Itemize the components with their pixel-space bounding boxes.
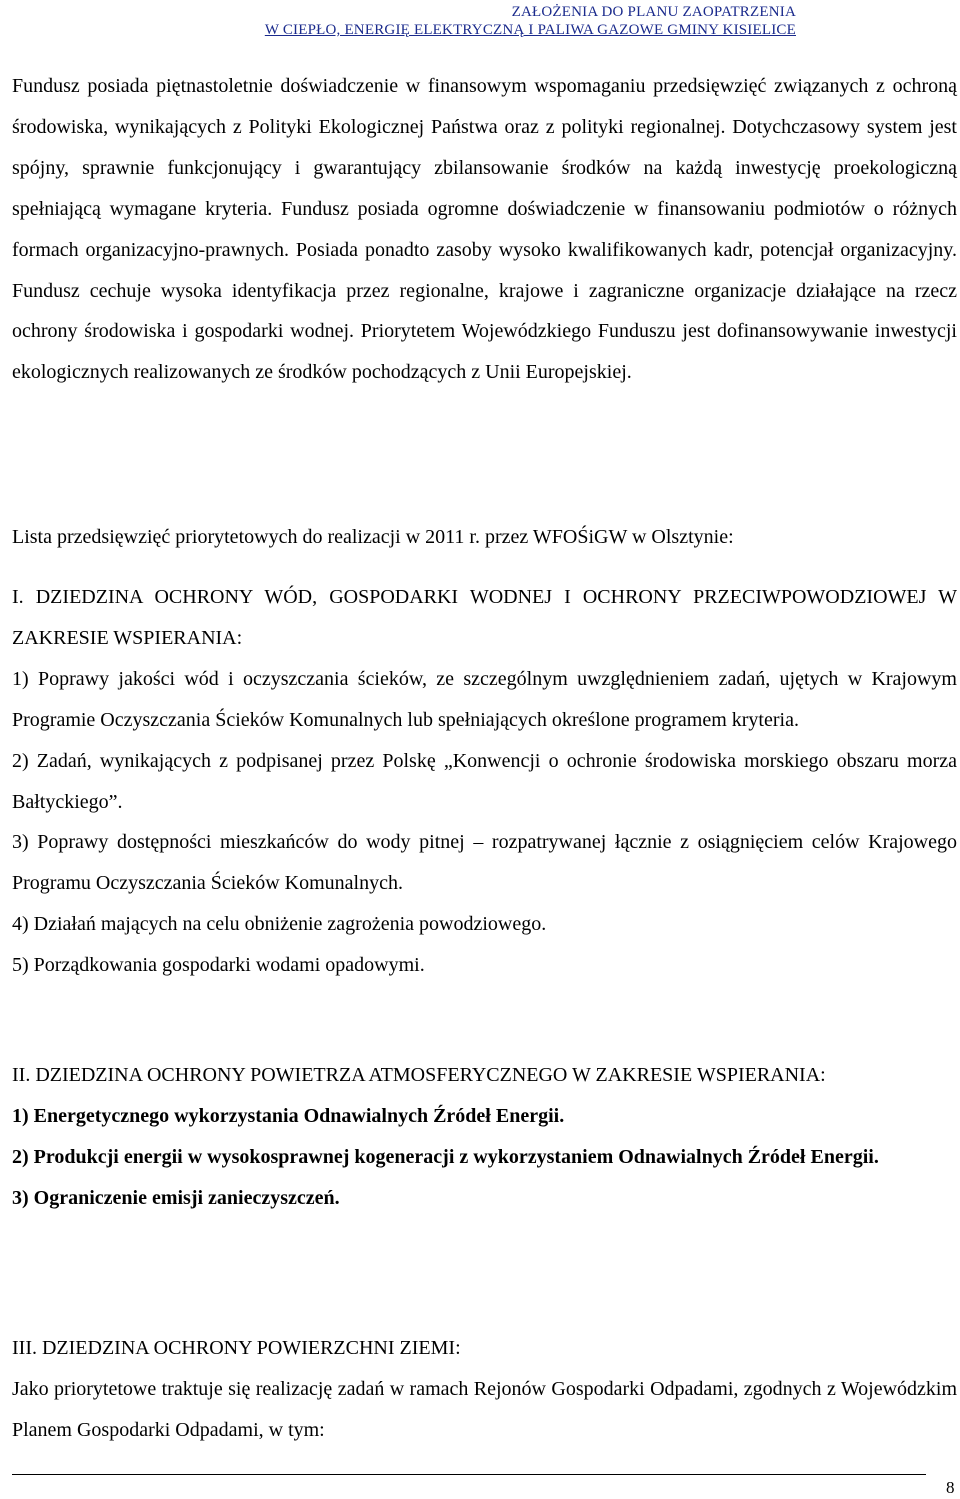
intro-paragraph: Fundusz posiada piętnastoletnie doświadczenie w finansowym wspomaganiu przedsięwzięć związanych z ochroną środowiska, wynikających z Polityki Ekologicznej Państwa oraz z polityki regionalnej. Dotychczasowy system jest spójny, sprawnie funkcjonujący i gwarantujący zbilansowanie środków na każdą inwestycję proekologiczną spełniającą wymagane kryteria. Fundusz posiada ogromne doświadczenie w finansowaniu podmiotów o różnych formach organizacyjno-prawnych. Posiada ponadto zasoby wysoko kwalifikowanych kadr, potencjał organizacyjny. Fundusz cechuje wysoka identyfikacja przez regionalne, krajowe i zagraniczne organizacje działające na rzecz ochrony środowiska i gospodarki wodnej. Priorytetem Wojewódzkiego Funduszu jest dofinansowywanie inwestycji ekologicznych realizowanych ze środków pochodzących z Unii Europejskiej. <box>12 75 957 384</box>
section1-item-5: 5) Porządkowania gospodarki wodami opadowymi. <box>12 954 425 977</box>
footer-divider <box>12 1474 926 1475</box>
document-body <box>12 66 957 393</box>
header-title-line1: ZAŁOŻENIA DO PLANU ZAOPATRZENIA <box>511 4 796 20</box>
section1-item-2: 2) Zadań, wynikających z podpisanej przez Polskę „Konwencji o ochronie środowiska morskiego obszaru morza Bałtyckiego”. <box>12 749 957 813</box>
page-number: 8 <box>946 1478 955 1497</box>
section-soil <box>12 1328 957 1451</box>
section1-item-1: 1) Poprawy jakości wód i oczyszczania ścieków, ze szczególnym uwzględnieniem zadań, ujętych w Krajowym Programie Oczyszczania Ścieków Komunalnych lub spełniających określone programem kryteria. <box>12 667 957 731</box>
section-air <box>12 1055 957 1219</box>
section3-text: Jako priorytetowe traktuje się realizację zadań w ramach Rejonów Gospodarki Odpadami, zgodnych z Wojewódzkim Planem Gospodarki Odpadami, w tym: <box>12 1377 957 1441</box>
section2-item-1: 1) Energetycznego wykorzystania Odnawialnych Źródeł Energii. <box>12 1104 565 1127</box>
section3-heading: III. DZIEDZINA OCHRONY POWIERZCHNI ZIEMI: <box>12 1337 461 1359</box>
header-title-line2: W CIEPŁO, ENERGIĘ ELEKTRYCZNĄ I PALIWA GAZOWE GMINY KISIELICE <box>264 22 796 38</box>
section2-heading: II. DZIEDZINA OCHRONY POWIETRZA ATMOSFERYCZNEGO W ZAKRESIE WSPIERANIA: <box>12 1064 826 1086</box>
section1-item-4: 4) Działań mających na celu obniżenie zagrożenia powodziowego. <box>12 913 547 936</box>
section2-item-3: 3) Ograniczenie emisji zanieczyszczeń. <box>12 1186 340 1209</box>
page-header <box>0 0 960 48</box>
section1-heading: I. DZIEDZINA OCHRONY WÓD, GOSPODARKI WODNEJ I OCHRONY PRZECIWPOWODZIOWEJ W ZAKRESIE WSPIERANIA: <box>12 586 957 649</box>
section-water <box>12 577 957 986</box>
priority-list <box>12 517 957 558</box>
section2-item-2: 2) Produkcji energii w wysokosprawnej kogeneracji z wykorzystaniem Odnawialnych Źródeł Energii. <box>12 1145 879 1168</box>
section1-item-3: 3) Poprawy dostępności mieszkańców do wody pitnej – rozpatrywanej łącznie z osiągnięciem celów Krajowego Programu Oczyszczania Ścieków Komunalnych. <box>12 831 957 895</box>
list-heading: Lista przedsięwzięć priorytetowych do realizacji w 2011 r. przez WFOŚiGW w Olsztynie: <box>12 526 734 548</box>
